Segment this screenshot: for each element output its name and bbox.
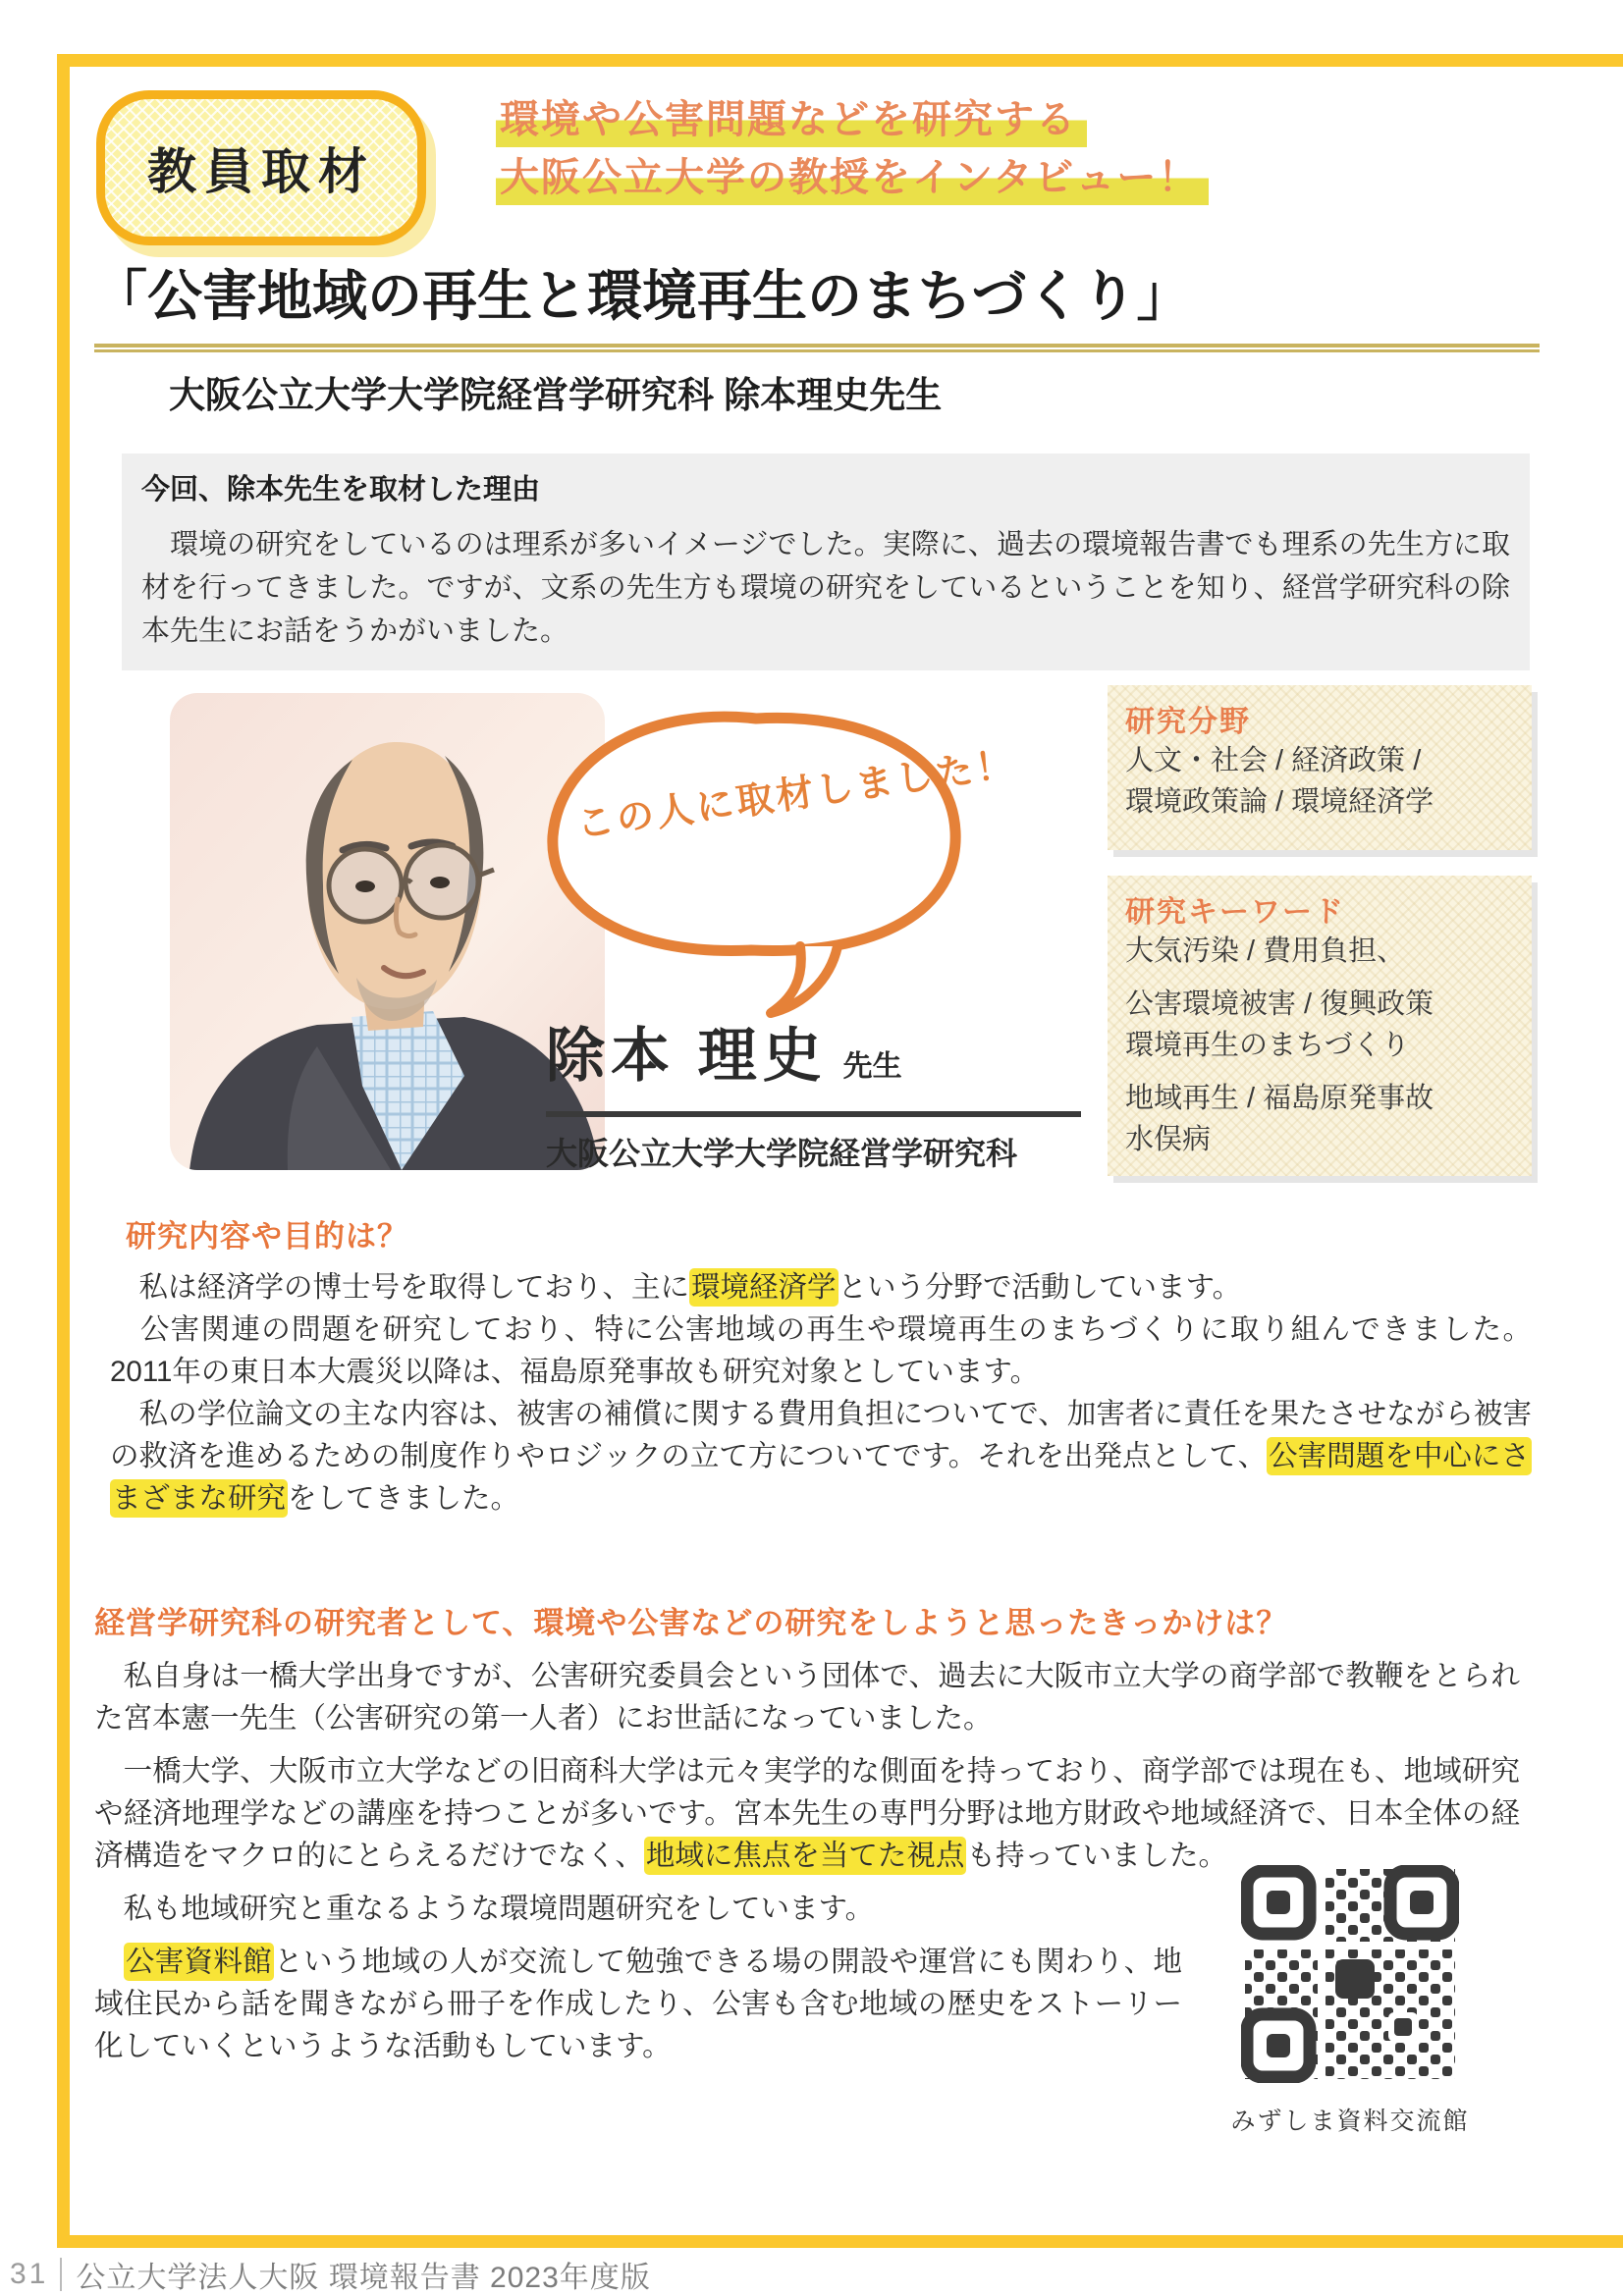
- teacher-interview-badge: [96, 90, 426, 245]
- section2-paragraph-3: 私も地域研究と重なるような環境問題研究をしています。: [94, 1893, 875, 1925]
- professor-affiliation: 大阪公立大学大学院経営学研究科: [546, 1136, 1018, 1171]
- footer-divider: [60, 2258, 62, 2291]
- section2-paragraph-1: 私自身は一橋大学出身ですが、公害研究委員会という団体で、過去に大阪市立大学の商学部で教鞭をとられた宮本憲一先生（公害研究の第一人者）にお世話になっていました。: [94, 1660, 1520, 1735]
- professor-honorific: 先生: [842, 1050, 902, 1083]
- name-underline: [546, 1111, 1081, 1117]
- section1-paragraph-1: [110, 1266, 1532, 1308]
- paragraph-text: 一橋大学、大阪市立大学などの旧商科大学は元々実学的な側面を持っており、商学部では現在も、地域研究や経済地理学などの講座を持つことが多いです。宮本先生の専門分野は地方財政や地域経済で、日本全体の経済構造をマクロ的にとらえるだけでなく、: [94, 1755, 1520, 1872]
- section1-heading: 研究内容や目的は？: [126, 1219, 408, 1254]
- research-keywords-line: 公害環境被害 / 復興政策: [1125, 988, 1434, 1020]
- highlighted-text: 環境経済学: [689, 1268, 839, 1307]
- professor-name-block: [546, 1009, 1096, 1174]
- page-number: 31: [10, 2258, 49, 2290]
- intro-line-2: 大阪公立大学の教授をインタビュー！: [496, 156, 1209, 205]
- page-footer: [0, 2253, 1623, 2296]
- research-keywords-line: 大気汚染 / 費用負担、: [1125, 935, 1406, 967]
- title-underline: [94, 344, 1540, 352]
- interview-reason-box: [122, 454, 1530, 670]
- research-keywords-line: 環境再生のまちづくり: [1125, 1030, 1410, 1061]
- intro-lead: [496, 98, 1209, 214]
- qr-block: [1229, 1865, 1471, 2137]
- section2-paragraph-2: [94, 1750, 1520, 1877]
- research-keywords-line: 水俣病: [1125, 1124, 1212, 1155]
- paragraph-text: 私の学位論文の主な内容は、被害の補償に関する費用負担についてで、加害者に責任を果たさせながら被害の救済を進めるための制度作りやロジックの立て方についてです。それを出発点として、: [110, 1398, 1532, 1472]
- section2-paragraph-4: [94, 1941, 1182, 2067]
- reason-heading: 今回、除本先生を取材した理由: [141, 474, 541, 506]
- paragraph-text: をしてきました。: [288, 1482, 520, 1515]
- paragraph-text: [94, 1946, 124, 1978]
- page-title: 「公害地域の再生と環境再生のまちづくり」: [92, 265, 1192, 327]
- research-keywords-box: [1108, 876, 1532, 1176]
- highlighted-text: 地域に焦点を当てた視点: [644, 1837, 967, 1875]
- section2-heading: 経営学研究科の研究者として、環境や公害などの研究をしようと思ったきっかけは？: [94, 1606, 1288, 1640]
- page-subtitle: 大阪公立大学大学院経営学研究科 除本理史先生: [169, 375, 943, 415]
- section1-paragraph-2: 公害関連の問題を研究しており、特に公害地域の再生や環境再生のまちづくりに取り組んできました。2011年の東日本大震災以降は、福島原発事故も研究対象としています。: [110, 1313, 1532, 1388]
- page-frame-bottom: [57, 2235, 1623, 2248]
- research-fields-box: [1108, 685, 1532, 850]
- paragraph-text: という分野で活動しています。: [838, 1271, 1242, 1304]
- page-frame-left: [57, 54, 70, 2248]
- footer-text: 公立大学法人大阪 環境報告書 2023年度版: [76, 2262, 651, 2294]
- speech-bubble-text: この人に取材しました！: [573, 743, 1019, 846]
- reason-body: 環境の研究をしているのは理系が多いイメージでした。実際に、過去の環境報告書でも理系の先生方に取材を行ってきました。ですが、文系の先生方も環境の研究をしているということを知り、経営学研究科の除本先生にお話をうかがいました。: [141, 529, 1510, 647]
- qr-caption: みずしま資料交流館: [1230, 2108, 1470, 2135]
- research-fields-line: 人文・社会 / 経済政策 /: [1125, 745, 1422, 776]
- highlighted-text: 公害資料館: [124, 1943, 274, 1981]
- page-frame-top: [57, 54, 1623, 67]
- professor-name: 除本 理史: [546, 1023, 828, 1089]
- highlighted-text: 公害問題を中心にさまざまな研究: [110, 1437, 1532, 1518]
- intro-line-1: 環境や公害問題などを研究する: [496, 98, 1087, 147]
- paragraph-text: 私は経済学の博士号を取得しており、主に: [110, 1271, 690, 1304]
- research-keywords-heading: 研究キーワード: [1125, 896, 1345, 929]
- research-fields-heading: 研究分野: [1125, 706, 1251, 738]
- badge-label: 教員取材: [147, 144, 375, 199]
- qr-code: [1241, 1865, 1459, 2083]
- paragraph-text: という地域の人が交流して勉強できる場の開設や運営にも関わり、地域住民から話を聞きながら冊子を作成したり、公害も含む地域の歴史をストーリー化していくというような活動もしています。: [94, 1946, 1182, 2062]
- research-keywords-line: 地域再生 / 福島原発事故: [1125, 1083, 1434, 1114]
- section1-body: [110, 1266, 1532, 1520]
- research-fields-line: 環境政策論 / 環境経済学: [1125, 786, 1434, 818]
- paragraph-text: も持っていました。: [966, 1840, 1227, 1872]
- section1-paragraph-3: [110, 1393, 1532, 1520]
